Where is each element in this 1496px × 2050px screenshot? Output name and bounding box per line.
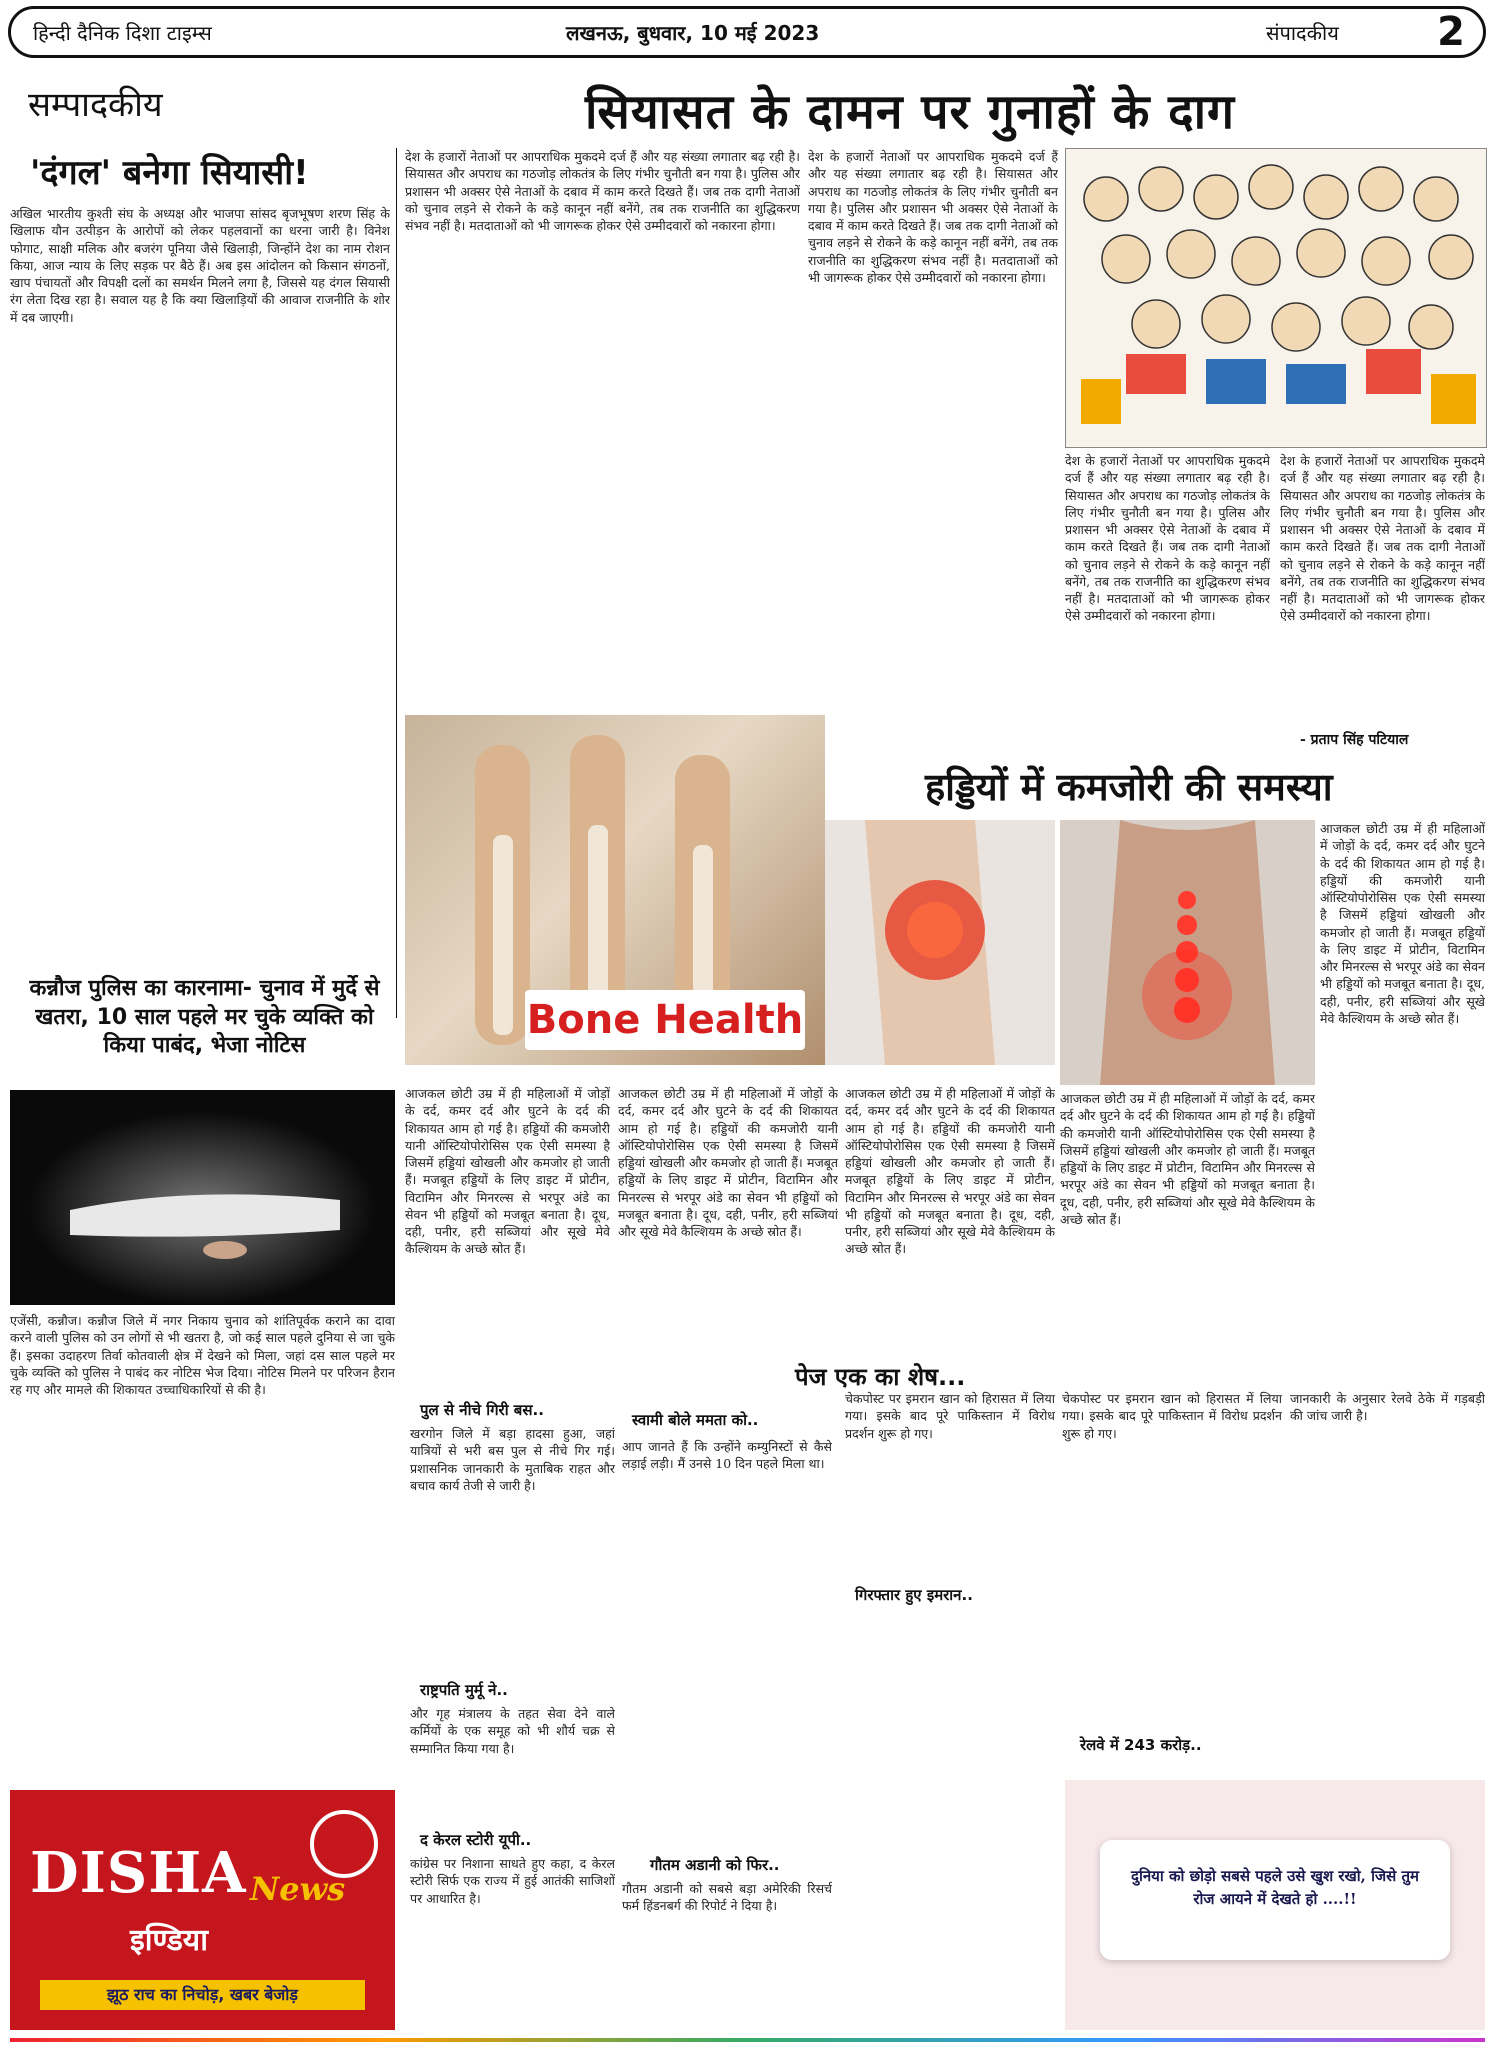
page-number: 2 [1437,9,1465,55]
health-headline: हड्डियों में कमजोरी की समस्या [925,765,1333,809]
article3-col2: देश के हजारों नेताओं पर आपराधिक मुकदमे दर्ज हैं और यह संख्या लगातार बढ़ रही है। सियासत और अपराध का गठजोड़ लोकतंत्र के लिए गंभीर चुनौती बन गया है। पुलिस और प्रशासन भी अक्सर ऐसे नेताओं के दबाव में काम करते दिखते हैं। जब तक दागी नेताओं को चुनाव लड़ने से रोकने के कड़े कानून नहीं बनेंगे, तब तक राजनीति का शुद्धिकरण संभव नहीं है। मतदाताओं को भी जागरूक होकर ऐसे उम्मीदवारों को नकारना होगा। [808,149,1058,285]
cont-body-adani: गौतम अडानी को सबसे बड़ा अमेरिकी रिसर्च फर्म हिंडनबर्ग की रिपोर्ट ने दिया है। [622,1881,832,1914]
dead-body-photo [10,1090,395,1305]
cont-body-president: और गृह मंत्रालय के तहत सेवा देने वाले कर्मियों के एक समूह को भी शौर्य चक्र से सम्मानित किया गया है। [410,1706,615,1756]
article1-headline: 'दंगल' बनेगा सियासी! [30,153,309,193]
cont-body-imran: चेकपोस्ट पर इमरान खान को हिरासत में लिया गया। इसके बाद पूरे पाकिस्तान में विरोध प्रदर्शन शुरू हो गए। [845,1391,1055,1441]
bone-health-banner: Bone Health [525,990,805,1050]
continued-heading: पेज एक का शेष... [795,1363,966,1391]
paper-name: हिन्दी दैनिक दिशा टाइम्स [33,21,212,45]
cont-body-swami: आप जानते हैं कि उन्होंने कम्युनिस्टों से कैसे लड़ाई लड़ी। मैं उनसे 10 दिन पहले मिला था। [622,1439,832,1472]
article2-headline: कन्नौज पुलिस का कारनामा- चुनाव में मुर्दे से खतरा, 10 साल पहले मर चुके व्यक्ति को किया पाबंद, भेजा नोटिस [29,976,380,1059]
cont-title-president: राष्ट्रपति मुर्मू ने.. [420,1681,508,1699]
article1-body: अखिल भारतीय कुश्ती संघ के अध्यक्ष और भाजपा सांसद बृजभूषण शरण सिंह के खिलाफ यौन उत्पीड़न के आरोपों को लेकर पहलवानों का धरना जारी है। विनेश फोगाट, साक्षी मलिक और बजरंग पूनिया जैसे खिलाड़ी, जिन्होंने देश का नाम रोशन किया, आज न्याय के लिए सड़क पर बैठे हैं। अब इस आंदोलन को किसान संगठनों, खाप पंचायतों और विपक्षी दलों का समर्थन मिलने लगा है, जिससे यह दंगल सियासी रंग लेता दिख रहा है। सवाल यह है कि क्या खिलाड़ियों की आवाज राजनीति के शोर में दब जाएगी। [10,206,390,325]
section-name: संपादकीय [1266,21,1339,45]
article3-author: - प्रताप सिंह पटियाल [1300,732,1409,748]
bottom-rule [10,2038,1485,2042]
column-divider [396,148,397,1018]
cont-title-swami: स्वामी बोले ममता को.. [632,1411,759,1429]
cont-body-kerala: कांग्रेस पर निशाना साधते हुए कहा, द केरल स्टोरी सिर्फ एक राज्य में हुई आतंकी साजिशों पर आधारित है। [410,1856,615,1906]
article3-col3: देश के हजारों नेताओं पर आपराधिक मुकदमे दर्ज हैं और यह संख्या लगातार बढ़ रही है। सियासत और अपराध का गठजोड़ लोकतंत्र के लिए गंभीर चुनौती बन गया है। पुलिस और प्रशासन भी अक्सर ऐसे नेताओं के दबाव में काम करते दिखते हैं। जब तक दागी नेताओं को चुनाव लड़ने से रोकने के कड़े कानून नहीं बनेंगे, तब तक राजनीति का शुद्धिकरण संभव नहीं है। मतदाताओं को भी जागरूक होकर ऐसे उम्मीदवारों को नकारना होगा। [1065,453,1270,624]
health-col-right: आजकल छोटी उम्र में ही महिलाओं में जोड़ों के दर्द, कमर दर्द और घुटने के दर्द की शिकायत आम हो गई है। हड्डियों की कमजोरी यानी ऑस्टियोपोरोसिस एक ऐसी समस्या है जिसमें हड्डियां खोखली और कमजोर हो जाती हैं। मजबूत हड्डियों के लिए डाइट में प्रोटीन, विटामिन और मिनरल्स से भरपूर अंडे का सेवन भी हड्डियों को मजबूत बनाता है। दूध, दही, पनीर, हरी सब्जियां और सूखे मेवे कैल्शियम के अच्छे स्रोत हैं। [1320,821,1485,1026]
health-col4: आजकल छोटी उम्र में ही महिलाओं में जोड़ों के दर्द, कमर दर्द और घुटने के दर्द की शिकायत आम हो गई है। हड्डियों की कमजोरी यानी ऑस्टियोपोरोसिस एक ऐसी समस्या है जिसमें हड्डियां खोखली और कमजोर हो जाती हैं। मजबूत हड्डियों के लिए डाइट में प्रोटीन, विटामिन और मिनरल्स से भरपूर अंडे का सेवन भी हड्डियों को मजबूत बनाता है। दूध, दही, पनीर, हरी सब्जियां और सूखे मेवे कैल्शियम के अच्छे स्रोत हैं। [1060,1091,1315,1227]
cont-body-col5: चेकपोस्ट पर इमरान खान को हिरासत में लिया गया। इसके बाद पूरे पाकिस्तान में विरोध प्रदर्शन शुरू हो गए। [1062,1391,1282,1441]
ad-tagline: झूठ राच का निचोड़, खबर बेजोड़ [40,1980,365,2010]
cont-title-adani: गौतम अडानी को फिर.. [650,1856,780,1874]
cont-title-railway: रेलवे में 243 करोड़.. [1080,1736,1202,1754]
quote-text: दुनिया को छोड़ो सबसे पहले उसे खुश रखो, जिसे तुम रोज आयने में देखते हो ....!! [1131,1867,1419,1908]
ad-brand-main: DISHA [30,1840,247,1906]
disha-news-ad [10,1790,395,2030]
back-pain-photo [1060,820,1315,1085]
legs-xray-photo [405,715,825,1065]
quote-box [1065,1780,1485,2030]
masthead-bar [8,6,1486,58]
ad-brand-sub: News [250,1870,346,1908]
article3-col4: देश के हजारों नेताओं पर आपराधिक मुकदमे दर्ज हैं और यह संख्या लगातार बढ़ रही है। सियासत और अपराध का गठजोड़ लोकतंत्र के लिए गंभीर चुनौती बन गया है। पुलिस और प्रशासन भी अक्सर ऐसे नेताओं के दबाव में काम करते दिखते हैं। जब तक दागी नेताओं को चुनाव लड़ने से रोकने के कड़े कानून नहीं बनेंगे, तब तक राजनीति का शुद्धिकरण संभव नहीं है। मतदाताओं को भी जागरूक होकर ऐसे उम्मीदवारों को नकारना होगा। [1280,453,1485,624]
knee-pain-photo [825,820,1055,1065]
ad-brand-hindi: इण्डिया [130,1923,208,1958]
dateline: लखनऊ, बुधवार, 10 मई 2023 [566,21,820,45]
cont-title-imran: गिरफ्तार हुए इमरान.. [855,1586,973,1604]
health-col1: आजकल छोटी उम्र में ही महिलाओं में जोड़ों के दर्द, कमर दर्द और घुटने के दर्द की शिकायत आम हो गई है। हड्डियों की कमजोरी यानी ऑस्टियोपोरोसिस एक ऐसी समस्या है जिसमें हड्डियां खोखली और कमजोर हो जाती हैं। मजबूत हड्डियों के लिए डाइट में प्रोटीन, विटामिन और मिनरल्स से भरपूर अंडे का सेवन भी हड्डियों को मजबूत बनाता है। दूध, दही, पनीर, हरी सब्जियां और सूखे मेवे कैल्शियम के अच्छे स्रोत हैं। [405,1086,610,1257]
cont-title-kerala: द केरल स्टोरी यूपी.. [420,1831,532,1849]
cont-body-railway: जानकारी के अनुसार रेलवे ठेके में गड़बड़ी की जांच जारी है। [1290,1391,1485,1424]
article3-col1: देश के हजारों नेताओं पर आपराधिक मुकदमे दर्ज हैं और यह संख्या लगातार बढ़ रही है। सियासत और अपराध का गठजोड़ लोकतंत्र के लिए गंभीर चुनौती बन गया है। पुलिस और प्रशासन भी अक्सर ऐसे नेताओं के दबाव में काम करते दिखते हैं। जब तक दागी नेताओं को चुनाव लड़ने से रोकने के कड़े कानून नहीं बनेंगे, तब तक राजनीति का शुद्धिकरण संभव नहीं है। मतदाताओं को भी जागरूक होकर ऐसे उम्मीदवारों को नकारना होगा। [405,149,800,233]
article2-body: एजेंसी, कन्नौज। कन्नौज जिले में नगर निकाय चुनाव को शांतिपूर्वक कराने का दावा करने वाली पुलिस को उन लोगों से भी खतरा है, जो कई साल पहले दुनिया से जा चुके हैं। इसका उदाहरण तिर्वा कोतवाली क्षेत्र में देखने को मिला, जहां दस साल पहले मर चुके व्यक्ति को पुलिस ने पाबंद कर नोटिस भेज दिया। नोटिस मिलने पर परिजन हैरान रह गए और मामले की शिकायत उच्चाधिकारियों से की है। [10,1313,395,1397]
health-col3: आजकल छोटी उम्र में ही महिलाओं में जोड़ों के दर्द, कमर दर्द और घुटने के दर्द की शिकायत आम हो गई है। हड्डियों की कमजोरी यानी ऑस्टियोपोरोसिस एक ऐसी समस्या है जिसमें हड्डियां खोखली और कमजोर हो जाती हैं। मजबूत हड्डियों के लिए डाइट में प्रोटीन, विटामिन और मिनरल्स से भरपूर अंडे का सेवन भी हड्डियों को मजबूत बनाता है। दूध, दही, पनीर, हरी सब्जियां और सूखे मेवे कैल्शियम के अच्छे स्रोत हैं। [845,1086,1055,1257]
editorial-label: सम्पादकीय [28,85,163,125]
main-headline: सियासत के दामन पर गुनाहों के दाग [585,84,1236,140]
ad-logo-ring-icon [310,1810,378,1878]
cont-title-bus: पुल से नीचे गिरी बस.. [420,1401,544,1419]
health-col2: आजकल छोटी उम्र में ही महिलाओं में जोड़ों के दर्द, कमर दर्द और घुटने के दर्द की शिकायत आम हो गई है। हड्डियों की कमजोरी यानी ऑस्टियोपोरोसिस एक ऐसी समस्या है जिसमें हड्डियां खोखली और कमजोर हो जाती हैं। मजबूत हड्डियों के लिए डाइट में प्रोटीन, विटामिन और मिनरल्स से भरपूर अंडे का सेवन भी हड्डियों को मजबूत बनाता है। दूध, दही, पनीर, हरी सब्जियां और सूखे मेवे कैल्शियम के अच्छे स्रोत हैं। [618,1086,838,1239]
political-cartoon [1065,148,1487,448]
cont-body-bus: खरगोन जिले में बड़ा हादसा हुआ, जहां यात्रियों से भरी बस पुल से नीचे गिर गई। प्रशासनिक जानकारी के मुताबिक राहत और बचाव कार्य तेजी से जारी है। [410,1426,615,1493]
